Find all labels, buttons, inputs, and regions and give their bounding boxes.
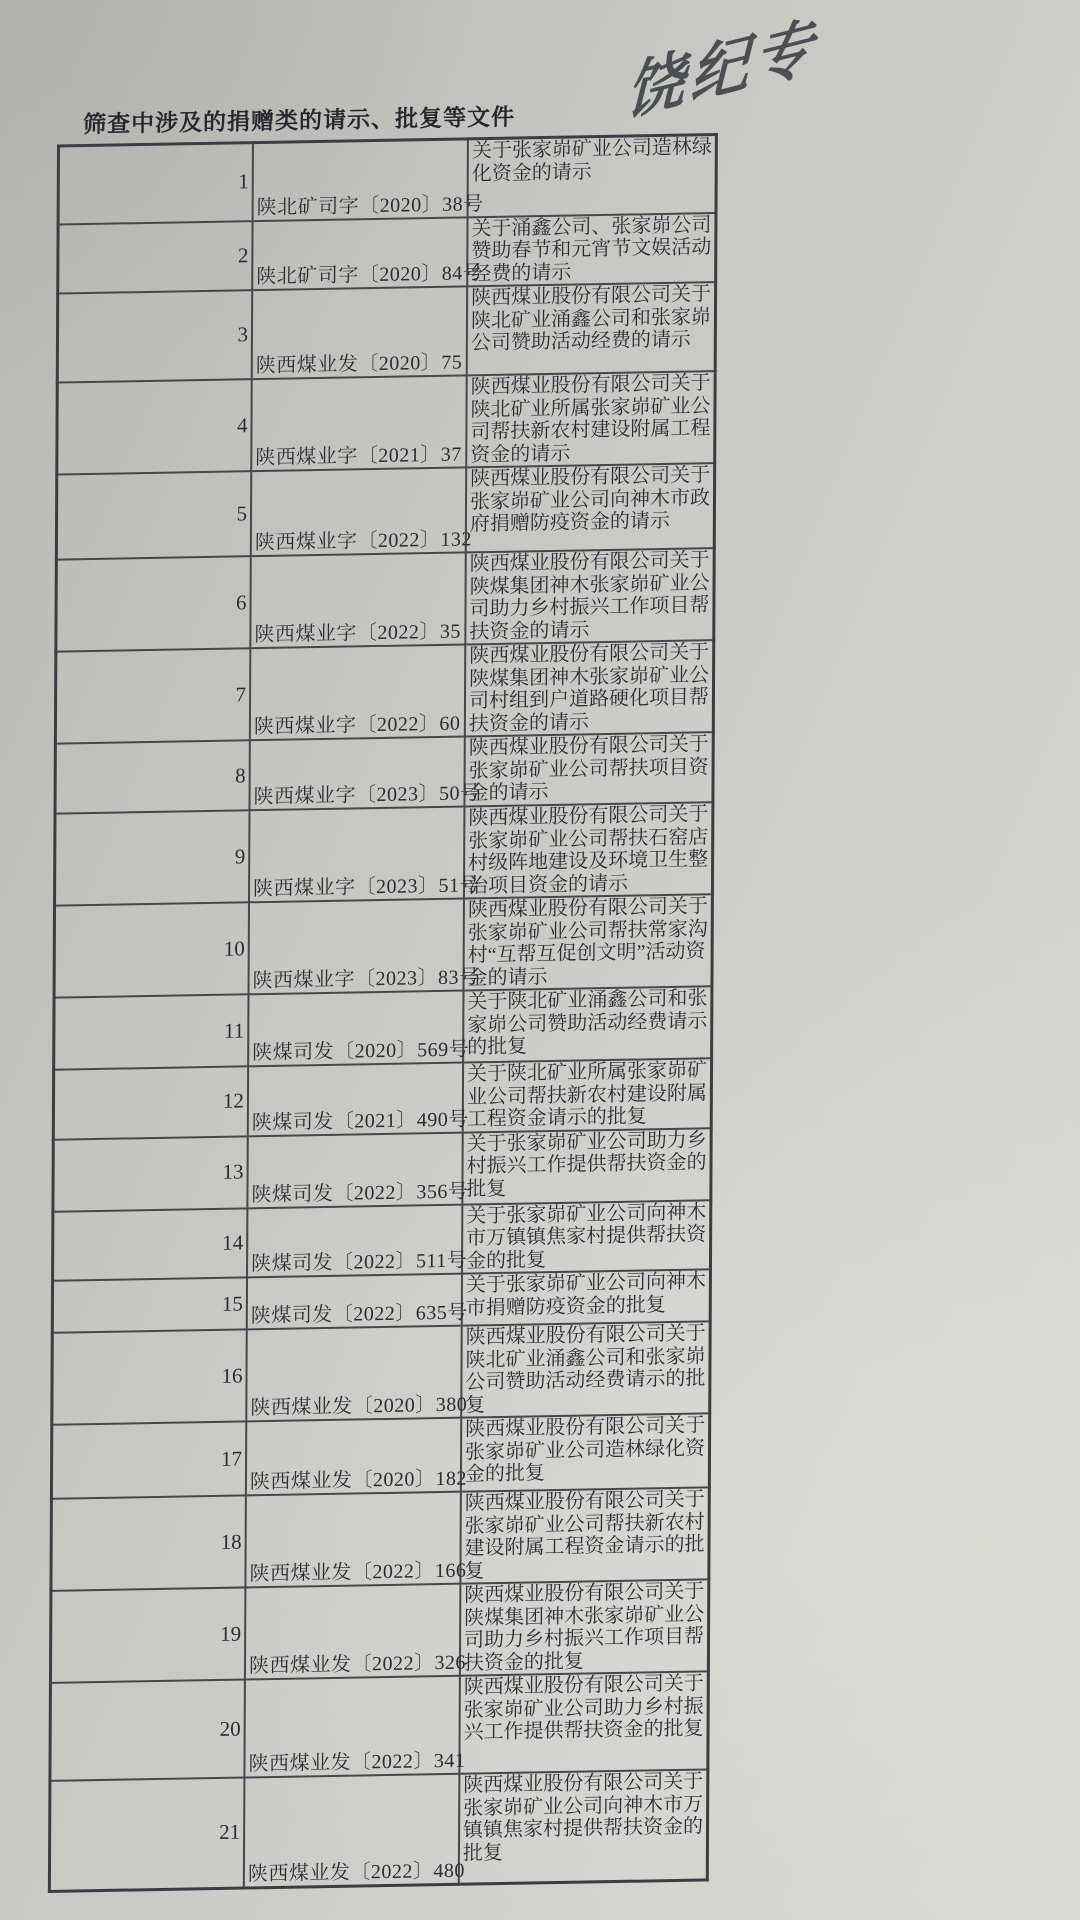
row-number: 9 <box>55 810 250 905</box>
row-number: 20 <box>50 1679 245 1780</box>
table-row <box>54 894 712 998</box>
document-title: 关于张家峁矿业公司向神木市捐赠防疫资金的批复 <box>462 1269 711 1325</box>
document-title: 陕西煤业股份有限公司关于张家峁矿业公司向神木市万镇镇焦家村提供帮扶资金的批复 <box>459 1769 708 1883</box>
document-title: 陕西煤业股份有限公司关于陕煤集团神木张家峁矿业公司助力乡村振兴工作项目帮扶资金的批复 <box>460 1579 709 1675</box>
document-title: 陕西煤业股份有限公司关于张家峁矿业公司助力乡村振兴工作提供帮扶资金的批复 <box>459 1671 708 1773</box>
document-number: 陕西煤业字〔2023〕50号 <box>249 736 464 810</box>
document-number: 陕西煤业发〔2022〕341 <box>244 1676 459 1778</box>
document-number: 陕煤司发〔2022〕356号 <box>247 1132 462 1208</box>
document-number: 陕西煤业字〔2022〕132 <box>251 467 466 556</box>
page-title: 筛查中涉及的捐赠类的请示、批复等文件 <box>83 104 516 138</box>
document-number: 陕西煤业发〔2020〕182 <box>246 1418 461 1496</box>
row-number: 13 <box>53 1136 248 1211</box>
row-number: 5 <box>56 471 251 559</box>
row-number: 7 <box>55 648 250 743</box>
document-title: 关于陕北矿业涌鑫公司和张家峁公司赞助活动经费请示的批复 <box>463 986 712 1062</box>
document-title: 关于张家峁矿业公司助力乡村振兴工作提供帮扶资金的批复 <box>462 1128 711 1204</box>
document-number: 陕西煤业发〔2022〕166 <box>245 1492 460 1588</box>
document-title: 陕西煤业股份有限公司关于陕北矿业涌鑫公司和张家峁公司赞助活动经费请示的批复 <box>461 1321 710 1417</box>
row-number: 14 <box>53 1208 248 1281</box>
document-title: 陕西煤业股份有限公司关于张家峁矿业公司帮扶常家沟村“互帮互促创文明”活动资金的请示 <box>463 894 712 990</box>
table-row <box>50 1671 708 1781</box>
table-row <box>56 463 714 560</box>
table-row <box>58 135 716 225</box>
table-row <box>56 548 714 652</box>
document-number: 陕西煤业发〔2022〕326 <box>245 1584 460 1680</box>
document-number: 陕煤司发〔2020〕569号 <box>248 991 463 1067</box>
table-row <box>57 371 715 475</box>
document-title: 陕西煤业股份有限公司关于张家峁矿业公司帮扶项目资金的请示 <box>464 732 713 806</box>
table-row <box>58 213 716 294</box>
row-number: 17 <box>51 1421 246 1498</box>
document-title: 陕西煤业股份有限公司关于陕北矿业所属张家峁矿业公司帮扶新农村建设附属工程资金的请示 <box>466 371 715 467</box>
row-number: 1 <box>58 143 253 224</box>
row-number: 8 <box>55 740 250 813</box>
table-row <box>51 1413 709 1499</box>
document-title: 陕西煤业股份有限公司关于陕煤集团神木张家峁矿业公司助力乡村振兴工作项目帮扶资金的请示 <box>465 548 714 644</box>
table-row <box>53 1128 711 1212</box>
row-number: 11 <box>54 994 249 1069</box>
table-row <box>53 1058 711 1139</box>
document-title: 陕西煤业股份有限公司关于陕煤集团神木张家峁矿业公司村组到户道路硬化项目帮扶资金的请示 <box>465 640 714 736</box>
document-number: 陕西煤业字〔2023〕83号 <box>249 899 464 995</box>
document-number: 陕煤司发〔2022〕511号 <box>247 1204 462 1277</box>
documents-table-body <box>49 135 716 1891</box>
document-title: 陕西煤业股份有限公司关于张家峁矿业公司向神木市政府捐赠防疫资金的请示 <box>466 463 715 552</box>
document-title: 关于陕北矿业所属张家峁矿业公司帮扶新农村建设附属工程资金请示的批复 <box>463 1058 712 1132</box>
document-number: 陕煤司发〔2022〕635号 <box>247 1274 462 1330</box>
table-row <box>57 282 715 383</box>
row-number: 18 <box>51 1495 246 1590</box>
document-number: 陕西煤业字〔2023〕51号 <box>249 807 464 903</box>
row-number: 12 <box>53 1066 248 1139</box>
document-number: 陕西煤业字〔2022〕60 <box>250 644 465 740</box>
table-row <box>55 802 713 906</box>
row-number: 15 <box>52 1277 247 1332</box>
handwritten-signature: 饶纪专 <box>625 11 820 129</box>
table-row <box>51 1487 709 1591</box>
paper-sheet <box>48 95 712 1892</box>
table-row <box>55 732 713 814</box>
table-row <box>55 640 713 744</box>
row-number: 16 <box>52 1329 247 1424</box>
document-title: 关于张家峁矿业公司造林绿化资金的请示 <box>468 135 717 217</box>
row-number: 10 <box>54 902 249 997</box>
row-number: 3 <box>57 290 252 382</box>
table-row <box>49 1769 707 1891</box>
row-number: 2 <box>58 221 253 294</box>
table-row <box>50 1579 708 1683</box>
document-number: 陕北矿司字〔2020〕38号 <box>253 139 468 221</box>
document-number: 陕西煤业发〔2020〕75 <box>252 286 467 379</box>
document-number: 陕北矿司字〔2020〕84号 <box>252 217 467 290</box>
documents-table <box>48 133 718 1892</box>
row-number: 21 <box>49 1778 244 1891</box>
document-number: 陕煤司发〔2021〕490号 <box>248 1063 463 1136</box>
document-number: 陕西煤业发〔2020〕380 <box>246 1326 461 1422</box>
row-number: 4 <box>57 379 252 474</box>
row-number: 19 <box>50 1587 245 1682</box>
document-number: 陕西煤业字〔2021〕37 <box>251 375 466 471</box>
document-title: 陕西煤业股份有限公司关于陕北矿业涌鑫公司和张家峁公司赞助活动经费的请示 <box>467 282 716 375</box>
table-row <box>52 1321 710 1425</box>
document-title: 陕西煤业股份有限公司关于张家峁矿业公司帮扶石窑店村级阵地建设及环境卫生整治项目资金的请示 <box>464 802 713 898</box>
row-number: 6 <box>56 556 251 651</box>
document-title: 关于张家峁矿业公司向神木市万镇镇焦家村提供帮扶资金的批复 <box>462 1200 711 1274</box>
document-title: 陕西煤业股份有限公司关于张家峁矿业公司帮扶新农村建设附属工程资金请示的批复 <box>460 1487 709 1583</box>
document-number: 陕西煤业发〔2022〕480 <box>244 1774 460 1888</box>
document-title: 关于涌鑫公司、张家峁公司赞助春节和元宵节文娱活动经费的请示 <box>467 213 716 287</box>
table-row <box>53 1200 711 1281</box>
table-row <box>54 986 712 1070</box>
document-title: 陕西煤业股份有限公司关于张家峁矿业公司造林绿化资金的批复 <box>461 1413 710 1491</box>
document-number: 陕西煤业字〔2022〕35 <box>250 552 465 648</box>
